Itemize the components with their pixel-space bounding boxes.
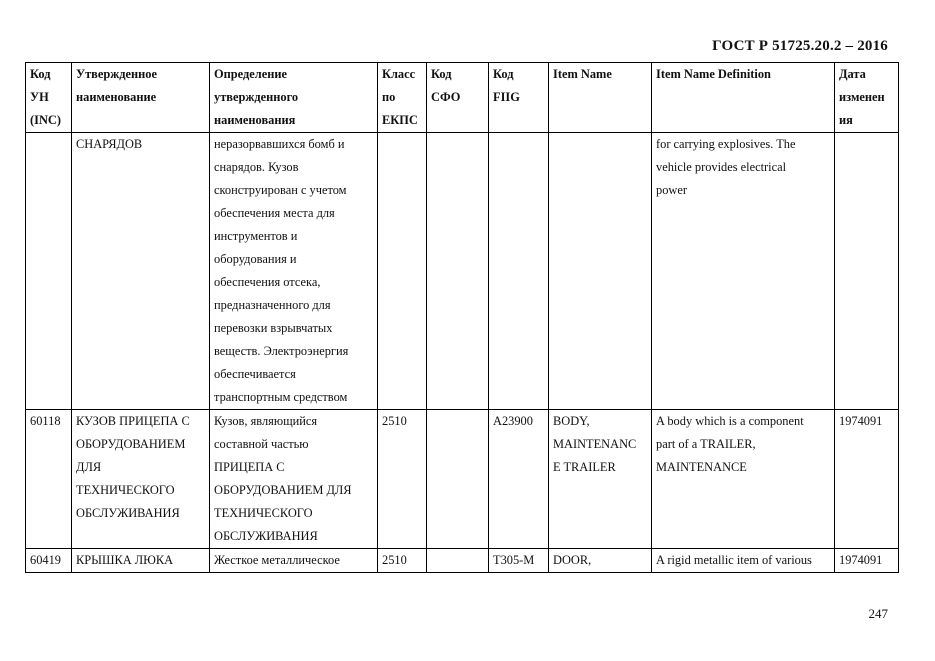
page-number: 247 [868,606,888,621]
table-row [26,549,899,573]
table-row [26,133,899,410]
header-item-name-definition: Item Name Definition [652,63,835,133]
cell-sfo-code [427,410,489,549]
cell-item-name-definition: A rigid metallic item of various [652,549,835,573]
cell-definition: Кузов, являющийся составной частью ПРИЦЕПА С ОБОРУДОВАНИЕМ ДЛЯ ТЕХНИЧЕСКОГО ОБСЛУЖИВАНИЯ [210,410,378,549]
cell-ekps-class: 2510 [378,410,427,549]
header-item-name: Item Name [549,63,652,133]
cell-ekps-class: 2510 [378,549,427,573]
cell-item-name: BODY, MAINTENANC E TRAILER [549,410,652,549]
cell-change-date: 1974091 [835,549,899,573]
cell-change-date [835,133,899,410]
table-header-row [26,63,899,133]
header-ekps-class: Класс по ЕКПС [378,63,427,133]
cell-inc: 60118 [26,410,72,549]
header-sfo-code: Код СФО [427,63,489,133]
header-inc-code: Код УН (INC) [26,63,72,133]
cell-approved-name: КРЫШКА ЛЮКА [72,549,210,573]
header-definition: Определение утвержденного наименования [210,63,378,133]
cell-fiig-code [489,133,549,410]
item-name-table [25,62,899,573]
cell-item-name-definition: for carrying explosives. The vehicle provides electrical power [652,133,835,410]
header-fiig-code: Код FIIG [489,63,549,133]
cell-item-name: DOOR, [549,549,652,573]
cell-definition: Жесткое металлическое [210,549,378,573]
cell-item-name [549,133,652,410]
cell-sfo-code [427,133,489,410]
header-change-date: Дата изменен ия [835,63,899,133]
cell-fiig-code: T305-M [489,549,549,573]
cell-inc [26,133,72,410]
cell-fiig-code: A23900 [489,410,549,549]
cell-sfo-code [427,549,489,573]
cell-approved-name: КУЗОВ ПРИЦЕПА С ОБОРУДОВАНИЕМ ДЛЯ ТЕХНИЧЕСКОГО ОБСЛУЖИВАНИЯ [72,410,210,549]
header-approved-name: Утвержденное наименование [72,63,210,133]
cell-definition: неразорвавшихся бомб и снарядов. Кузов сконструирован с учетом обеспечения места для инструментов и оборудования и обеспечения отсека, предназначенного для перевозки взрывчатых веществ. Электроэнергия обеспечивается транспортным средством [210,133,378,410]
cell-item-name-definition: A body which is a component part of a TRAILER, MAINTENANCE [652,410,835,549]
table-row [26,410,899,549]
cell-inc: 60419 [26,549,72,573]
document-standard-code: ГОСТ Р 51725.20.2 – 2016 [712,38,888,54]
cell-approved-name: СНАРЯДОВ [72,133,210,410]
cell-change-date: 1974091 [835,410,899,549]
cell-ekps-class [378,133,427,410]
